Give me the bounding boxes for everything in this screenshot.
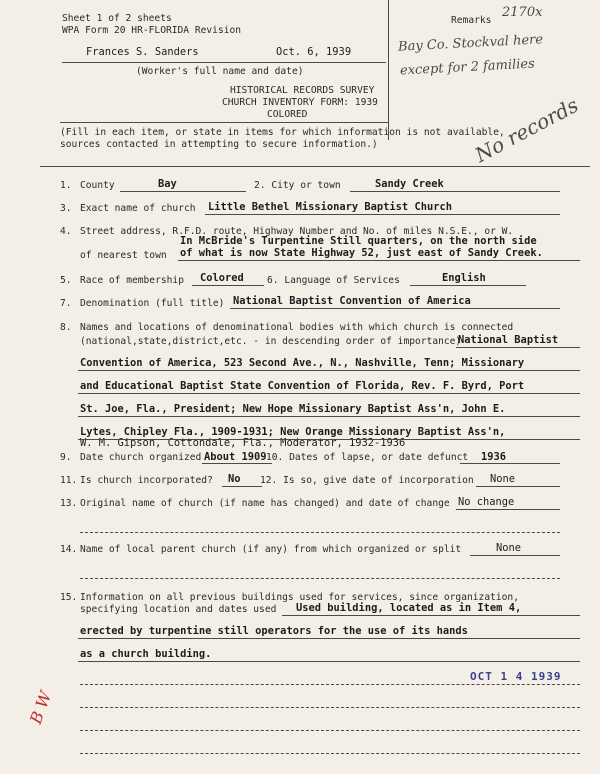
- blank-line-1: [80, 684, 580, 685]
- item-8-underline-1: [456, 347, 580, 348]
- item-14-label: Name of local parent church (if any) from which organized or split: [80, 544, 462, 555]
- item-15-underline-3: [78, 661, 580, 662]
- blank-line-2: [80, 707, 580, 708]
- item-12-value: None: [490, 473, 516, 485]
- red-margin-initials: B W: [26, 688, 56, 727]
- item-7-label: Denomination (full title): [80, 298, 225, 309]
- item-13-label: Original name of church (if name has changed) and date of change: [80, 498, 450, 509]
- item-11-value: No: [228, 473, 241, 485]
- item-5-value: Colored: [200, 272, 244, 284]
- item-1-number: 1.: [60, 180, 72, 191]
- title-line-2: CHURCH INVENTORY FORM: 1939: [222, 97, 378, 108]
- item-8-value-4: St. Joe, Fla., President; New Hope Missionary Baptist Ass'n, John E.: [80, 403, 506, 415]
- item-9-value: About 1909: [204, 451, 267, 463]
- item-2-value: Sandy Creek: [375, 178, 444, 190]
- item-15-label-a: Information on all previous buildings used for services, since organization,: [80, 592, 519, 603]
- item-11-underline: [222, 486, 262, 487]
- worker-date: Oct. 6, 1939: [276, 46, 352, 58]
- item-9-number: 9.: [60, 452, 72, 463]
- item-6-label: 6. Language of Services: [267, 275, 400, 286]
- item-8-label-b: (national,state,district,etc. - in descending order of importance): [80, 336, 462, 347]
- item-15-value-2: erected by turpentine still operators for the use of its hands: [80, 625, 468, 637]
- item-8-underline-2: [78, 370, 580, 371]
- item-13-underline: [456, 509, 560, 510]
- no-records-handwriting: No records: [470, 92, 583, 168]
- worker-name: Frances S. Sanders: [86, 46, 199, 58]
- item-6-underline: [410, 285, 526, 286]
- item-1-underline: [120, 191, 246, 192]
- instructions-line-1: (Fill in each item, or state in items for which information is not available,: [60, 127, 505, 138]
- item-11-label: Is church incorporated?: [80, 475, 213, 486]
- item-12-label: 12. Is so, give date of incorporation: [260, 475, 474, 486]
- item-15-value-3: as a church building.: [80, 648, 212, 660]
- item-4-number: 4.: [60, 226, 72, 237]
- item-3-value: Little Bethel Missionary Baptist Church: [208, 201, 452, 213]
- received-date-stamp: OCT 1 4 1939: [470, 670, 562, 683]
- item-11-number: 11.: [60, 475, 78, 486]
- item-8-value-1: National Baptist: [458, 334, 559, 346]
- remarks-number: 2170x: [502, 5, 543, 20]
- item-15-underline-1: [282, 615, 580, 616]
- remarks-label: Remarks: [451, 15, 492, 26]
- item-13-value: No change: [458, 496, 515, 508]
- item-8-underline-3: [78, 393, 580, 394]
- remarks-handwriting-line-1: Bay Co. Stockval here: [397, 32, 544, 55]
- item-4-label-a: Street address, R.F.D. route, Highway Number and No. of miles N.S.E., or W.: [80, 226, 514, 237]
- item-12-underline: [476, 486, 560, 487]
- worker-underline: [62, 62, 386, 63]
- item-8-value-5: Lytes, Chipley Fla., 1909-1931; New Orange Missionary Baptist Ass'n,: [80, 426, 506, 438]
- instructions-line-2: sources contacted in attempting to secure information.): [60, 139, 378, 150]
- item-4-underline: [178, 260, 580, 261]
- blank-line-4: [80, 753, 580, 754]
- section-divider: [40, 166, 590, 167]
- item-9-underline: [202, 463, 272, 464]
- item-5-number: 5.: [60, 275, 72, 286]
- worker-caption: (Worker's full name and date): [136, 66, 304, 77]
- title-line-1: HISTORICAL RECORDS SURVEY: [230, 85, 375, 96]
- item-10-label: 10. Dates of lapse, or date defunct: [266, 452, 469, 463]
- item-3-underline: [205, 214, 560, 215]
- item-8-number: 8.: [60, 322, 72, 333]
- item-15-underline-2: [78, 638, 580, 639]
- item-7-number: 7.: [60, 298, 72, 309]
- item-2-label: 2. City or town: [254, 180, 341, 191]
- item-8-underline-4: [78, 416, 580, 417]
- item-10-underline: [460, 463, 560, 464]
- item-1-label: County: [80, 180, 115, 191]
- item-15-label-b: specifying location and dates used: [80, 604, 277, 615]
- form-identifier: WPA Form 20 HR-FLORIDA Revision: [62, 25, 242, 36]
- remarks-divider: [388, 0, 389, 140]
- sheet-count: Sheet 1 of 2 sheets: [62, 13, 172, 24]
- item-6-value: English: [442, 272, 486, 284]
- item-5-label: Race of membership: [80, 275, 184, 286]
- remarks-handwriting-line-2: except for 2 families: [399, 56, 536, 79]
- item-9-label: Date church organized: [80, 452, 202, 463]
- item-15-number: 15.: [60, 592, 78, 603]
- item-15-value-1: Used building, located as in Item 4,: [296, 602, 522, 614]
- item-14-value: None: [496, 542, 522, 554]
- item-8-value-2: Convention of America, 523 Second Ave., N., Nashville, Tenn; Missionary: [80, 357, 525, 369]
- item-4-value-a: In McBride's Turpentine Still quarters, on the north side: [180, 235, 537, 247]
- item-2-underline: [350, 191, 560, 192]
- item-10-value: 1936: [481, 451, 507, 463]
- item-14-blank-line: [80, 578, 560, 579]
- item-13-number: 13.: [60, 498, 78, 509]
- item-13-blank-line: [80, 532, 560, 533]
- item-7-underline: [230, 308, 560, 309]
- title-line-3: COLORED: [267, 109, 308, 120]
- item-14-number: 14.: [60, 544, 78, 555]
- item-8-label-a: Names and locations of denominational bodies with which church is connected: [80, 322, 514, 333]
- item-1-value: Bay: [158, 178, 177, 190]
- item-4-value-b: of what is now State Highway 52, just east of Sandy Creek.: [180, 247, 543, 259]
- blank-line-3: [80, 730, 580, 731]
- item-4-label-b: of nearest town: [80, 250, 167, 261]
- item-3-label: Exact name of church: [80, 203, 196, 214]
- item-8-value-6: W. M. Gipson, Cottondale, Fla., Moderator, 1932-1936: [80, 437, 406, 449]
- header-divider: [60, 122, 388, 123]
- item-5-underline: [192, 285, 264, 286]
- item-3-number: 3.: [60, 203, 72, 214]
- item-14-underline: [470, 555, 560, 556]
- item-7-value: National Baptist Convention of America: [233, 295, 471, 307]
- item-8-value-3: and Educational Baptist State Convention of Florida, Rev. F. Byrd, Port: [80, 380, 525, 392]
- item-8-underline-5: [78, 439, 580, 440]
